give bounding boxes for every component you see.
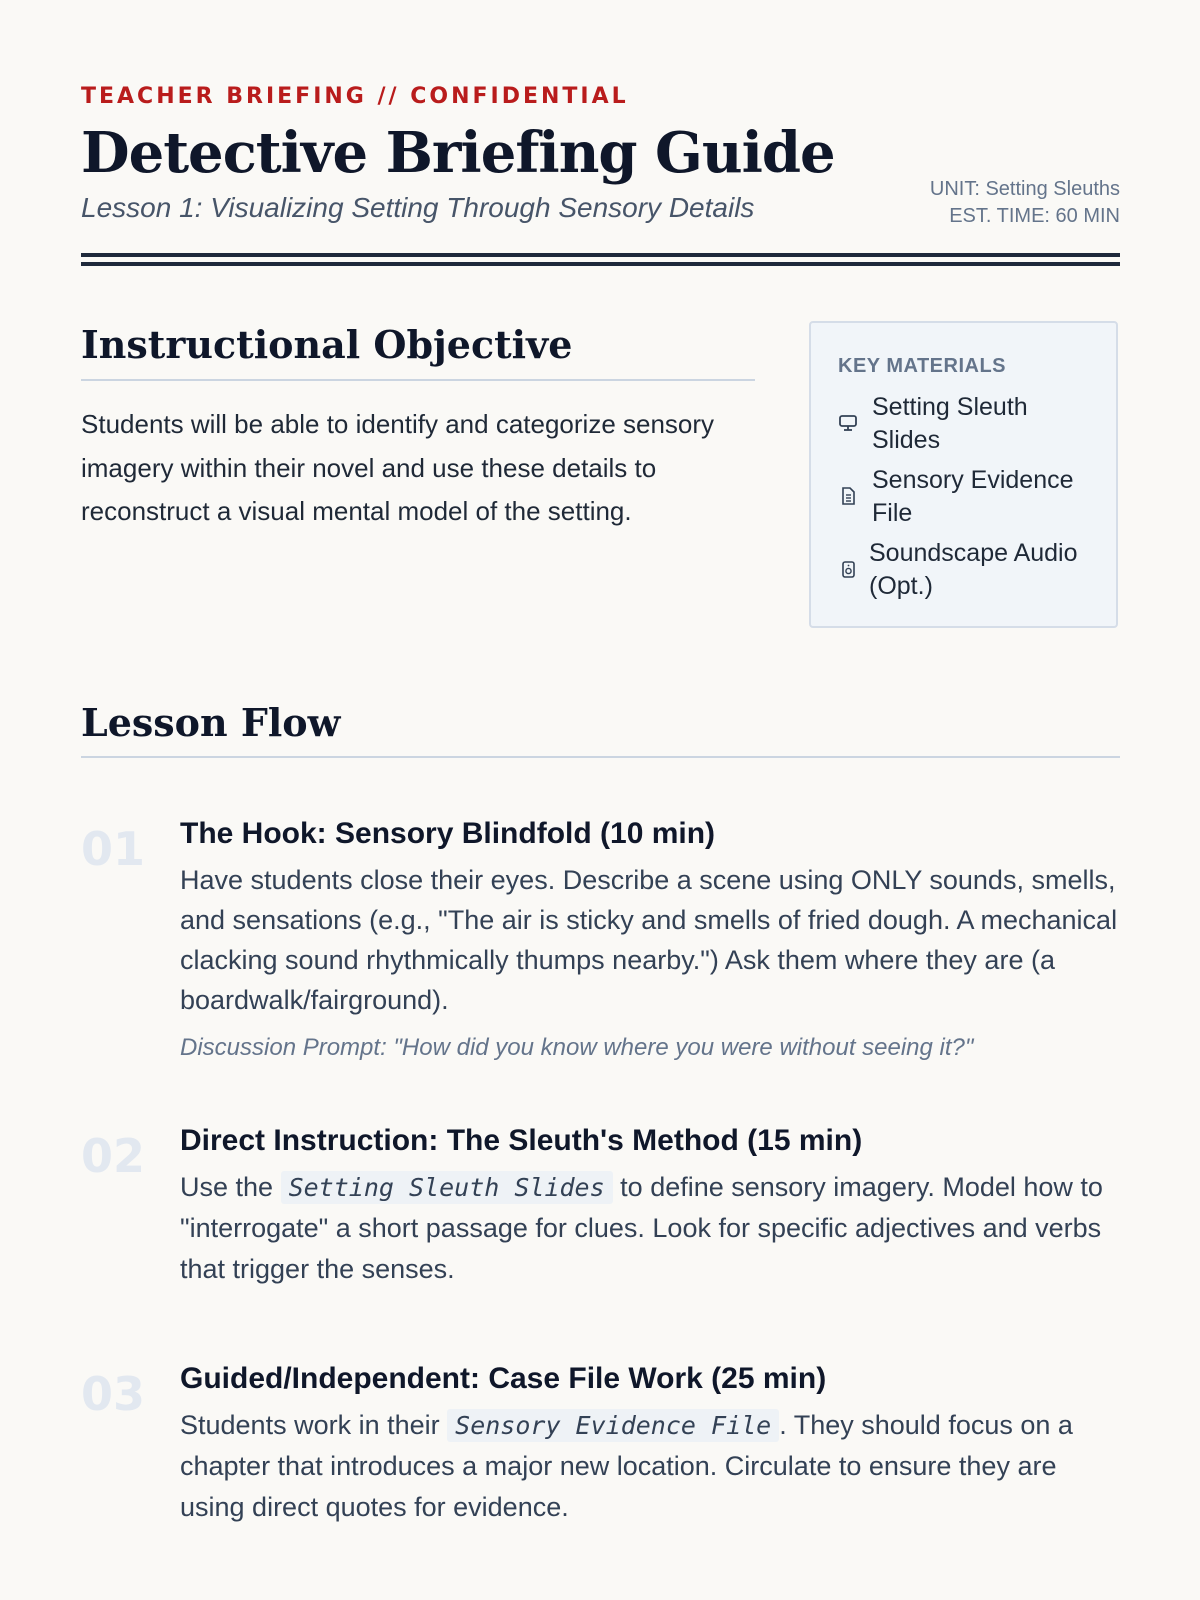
objective-heading: Instructional Objective (81, 322, 573, 367)
objective-divider (81, 379, 755, 381)
objective-text: Students will be able to identify and categorize sensory imagery within their novel and use these details to reconstruct a visual mental model of the setting. (81, 409, 715, 526)
header-rule-bottom (81, 262, 1120, 266)
time-label: EST. TIME: 60 MIN (949, 205, 1120, 227)
step-number: 02 (81, 1129, 146, 1183)
material-reference: Sensory Evidence File (447, 1409, 779, 1442)
material-label: Setting Sleuth Slides (872, 393, 1028, 454)
step-title: Guided/Independent: Case File Work (25 min) (180, 1362, 827, 1395)
key-materials-panel (809, 321, 1118, 628)
page-title: Detective Briefing Guide (81, 120, 835, 186)
lesson-meta (930, 176, 1120, 230)
material-label: Sensory Evidence File (872, 466, 1074, 527)
lesson-flow-divider (81, 756, 1120, 758)
unit-label: UNIT: Setting Sleuths (929, 178, 1120, 200)
step-body-text: Students work in their (180, 1410, 440, 1440)
step-body: Have students close their eyes. Describe a scene using ONLY sounds, smells, and sensations (e.g., "The air is sticky and smells of fried dough. A mechanical clacking sound rhythmically thumps nearby.") Ask them where they are (a boardwalk/fairground). (180, 865, 1118, 1015)
material-item (838, 391, 1098, 457)
lesson-subtitle: Lesson 1: Visualizing Setting Through Sensory Details (81, 192, 755, 223)
material-item (838, 464, 1098, 530)
discussion-prompt: Discussion Prompt: "How did you know where you were without seeing it?" (180, 1034, 974, 1061)
material-item (838, 537, 1098, 603)
step-body-text: . They should focus on a chapter that introduces a major new location. Circulate to ensure they are using direct quotes for evidence. (180, 1410, 1073, 1522)
materials-title: KEY MATERIALS (838, 355, 1006, 377)
step-number: 01 (81, 822, 146, 876)
material-label: Soundscape Audio (Opt.) (869, 539, 1078, 600)
step-body-text: Use the (180, 1172, 274, 1202)
monitor-icon (838, 413, 858, 435)
header-rule-top (81, 253, 1120, 257)
step-number: 03 (81, 1367, 146, 1421)
speaker-icon (838, 559, 858, 581)
step-body (180, 1167, 1120, 1290)
lesson-flow-heading: Lesson Flow (81, 700, 341, 745)
step-body-text: to define sensory imagery. Model how to "interrogate" a short passage for clues. Look for specific adjectives and verbs that trigger the senses. (180, 1172, 1103, 1284)
step-title: Direct Instruction: The Sleuth's Method (15 min) (180, 1124, 863, 1157)
material-reference: Setting Sleuth Slides (281, 1171, 613, 1204)
step-title: The Hook: Sensory Blindfold (10 min) (180, 817, 716, 850)
document-icon (838, 486, 858, 508)
step-body (180, 1405, 1120, 1528)
confidential-kicker: TEACHER BRIEFING // CONFIDENTIAL (81, 84, 629, 109)
